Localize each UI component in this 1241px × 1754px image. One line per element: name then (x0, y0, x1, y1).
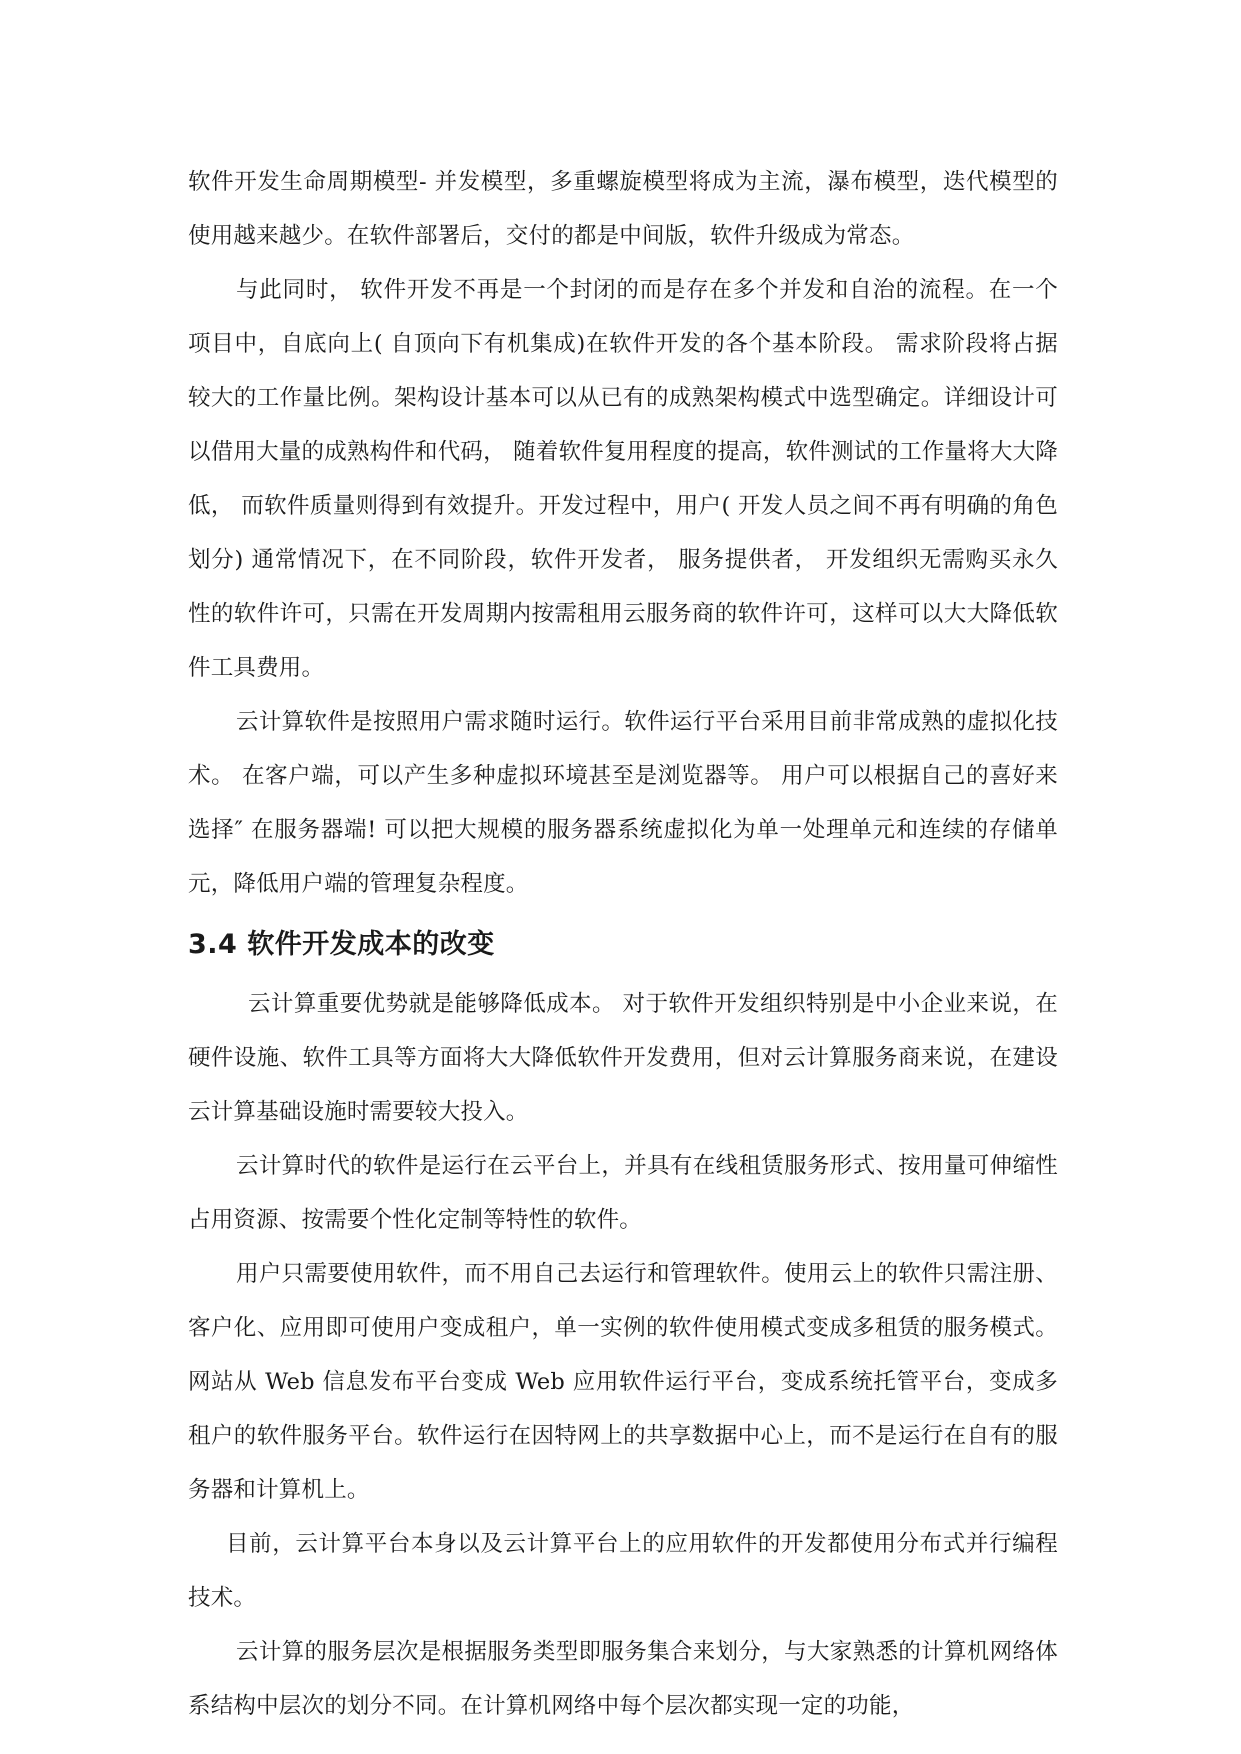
document-body (188, 155, 1058, 1733)
paragraph-lifecycle-model: 软件开发生命周期模型- 并发模型，多重螺旋模型将成为主流，瀑布模型，迭代模型的使用越来越少。在软件部署后，交付的都是中间版，软件升级成为常态。 (188, 169, 1058, 249)
paragraph-cost-advantage: 云计算重要优势就是能够降低成本。 对于软件开发组织特别是中小企业来说，在硬件设施、软件工具等方面将大大降低软件开发费用，但对云计算服务商来说，在建设云计算基础设施时需要较大投入。 (188, 991, 1058, 1125)
paragraph-tenant-model: 用户只需要使用软件，而不用自己去运行和管理软件。使用云上的软件只需注册、客户化、应用即可使用户变成租户，单一实例的软件使用模式变成多租赁的服务模式。网站从 Web 信息发布平台变成 Web 应用软件运行平台，变成系统托管平台，变成多租户的软件服务平台。软件运行在因特网上的共享数据中心上，而不是运行在自有的服务器和计算机上。 (188, 1261, 1058, 1503)
paragraph-cloud-era-software: 云计算时代的软件是运行在云平台上，并具有在线租赁服务形式、按用量可伸缩性占用资源、按需要个性化定制等特性的软件。 (188, 1153, 1058, 1233)
section-heading-3-4: 3.4 软件开发成本的改变 (188, 929, 495, 960)
paragraph-parallel-process: 与此同时， 软件开发不再是一个封闭的而是存在多个并发和自治的流程。在一个项目中，自底向上( 自顶向下有机集成)在软件开发的各个基本阶段。 需求阶段将占据较大的工作量比例。架构设计基本可以从已有的成熟架构模式中选型确定。详细设计可以借用大量的成熟构件和代码， 随着软件复用程度的提高，软件测试的工作量将大大降低， 而软件质量则得到有效提升。开发过程中，用户( 开发人员之间不再有明确的角色划分) 通常情况下，在不同阶段，软件开发者， 服务提供者， 开发组织无需购买永久性的软件许可，只需在开发周期内按需租用云服务商的软件许可，这样可以大大降低软件工具费用。 (188, 277, 1058, 681)
paragraph-distributed-programming: 目前，云计算平台本身以及云计算平台上的应用软件的开发都使用分布式并行编程技术。 (188, 1531, 1058, 1611)
paragraph-service-layers: 云计算的服务层次是根据服务类型即服务集合来划分，与大家熟悉的计算机网络体系结构中层次的划分不同。在计算机网络中每个层次都实现一定的功能， (188, 1639, 1058, 1719)
paragraph-runtime-platform: 云计算软件是按照用户需求随时运行。软件运行平台采用目前非常成熟的虚拟化技术。 在客户端，可以产生多种虚拟环境甚至是浏览器等。 用户可以根据自己的喜好来选择″ 在服务器端! 可以把大规模的服务器系统虚拟化为单一处理单元和连续的存储单元，降低用户端的管理复杂程度。 (188, 709, 1058, 897)
